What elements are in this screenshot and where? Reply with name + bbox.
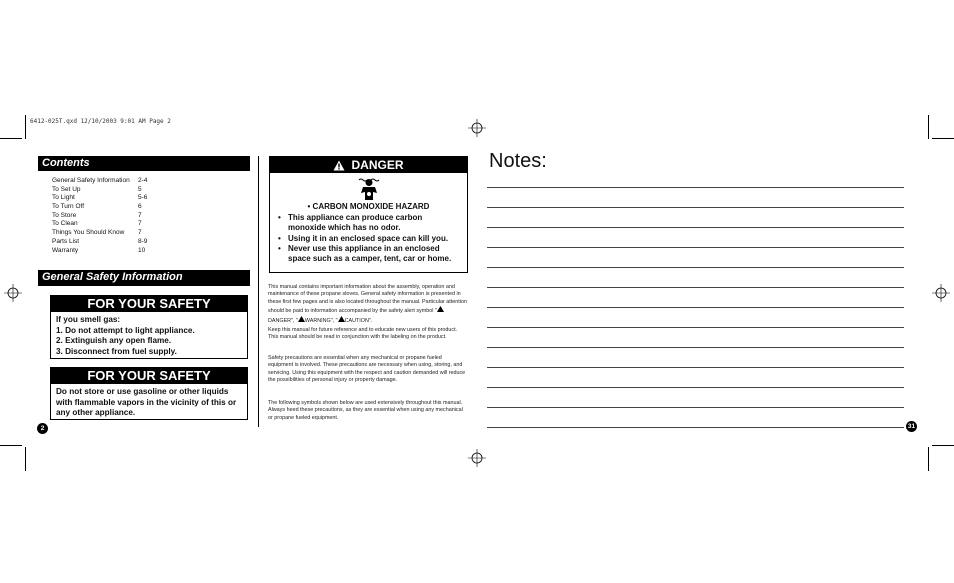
safety-line: 2. Extinguish any open flame. (56, 336, 172, 345)
contents-heading: Contents (38, 156, 250, 171)
safety-box-gas (50, 295, 248, 359)
toc-label: To Store (52, 211, 77, 219)
danger-bullet: • Never use this appliance in an enclosed space such as a camper, tent, car or home. (288, 244, 461, 265)
page-number-right: 31 (907, 423, 916, 430)
note-line (487, 267, 904, 268)
registration-mark-right-icon (932, 284, 950, 302)
note-line (487, 227, 904, 228)
crop-mark (932, 445, 954, 446)
alert-triangle-icon (437, 306, 444, 312)
safety-line: 3. Disconnect from fuel supply. (56, 346, 177, 356)
note-line (487, 387, 904, 388)
toc-item (52, 238, 148, 247)
crop-mark (0, 138, 22, 139)
danger-heading: DANGER (351, 158, 404, 172)
toc-item (52, 247, 148, 256)
note-line (487, 187, 904, 188)
toc-label: To Clean (52, 220, 78, 228)
hazard-figure (270, 178, 467, 200)
toc-item (52, 212, 148, 221)
crop-mark (928, 447, 929, 471)
toc-page: 7 (138, 229, 142, 237)
note-line (487, 327, 904, 328)
toc-label: General Safety Information (52, 177, 130, 184)
danger-bullet: • Using it in an enclosed space can kill you. (288, 234, 461, 244)
crop-mark (932, 138, 954, 139)
danger-heading-bar (270, 157, 467, 173)
safety-line: If you smell gas: (56, 315, 121, 324)
crop-mark (25, 447, 26, 471)
file-slug: 6412-025T.qxd 12/10/2003 9:01 AM Page 2 (30, 118, 171, 125)
paragraph-text: This manual contains important information about the assembly, operation and maintenance of these propane stoves. General safety information is presented in these first few pages and is also located throughout the manual. Particular attention should be paid to information accompanied by the safety alert symbol " (268, 284, 467, 315)
toc-label: To Light (52, 194, 75, 202)
toc-page: 2-4 (138, 177, 148, 184)
danger-bullets (270, 213, 467, 264)
body-paragraph-keep: Keep this manual for future reference and to educate new users of this product. This manual should be read in conjunction with the labeling on the product. (268, 327, 458, 341)
toc-page: 10 (138, 246, 146, 254)
note-line (487, 367, 904, 368)
toc-label: Things You Should Know (52, 229, 125, 237)
toc-label: To Set Up (52, 185, 81, 193)
warning-triangle-icon (333, 160, 345, 171)
carbon-monoxide-person-icon (358, 178, 380, 200)
safety-box-gasoline (50, 367, 248, 420)
page-number-left: 2 (37, 423, 48, 434)
notes-title: Notes: (489, 150, 547, 172)
note-line (487, 207, 904, 208)
table-of-contents (52, 177, 148, 255)
paragraph-text: CAUTION". (344, 317, 373, 324)
safety-box-heading: FOR YOUR SAFETY (51, 296, 247, 312)
toc-page: 7 (138, 220, 142, 228)
toc-item (52, 186, 148, 195)
toc-page: 8-9 (138, 237, 148, 245)
toc-item (52, 177, 148, 186)
note-line (487, 247, 904, 248)
registration-mark-left-icon (4, 284, 22, 302)
safety-box-body (51, 312, 247, 360)
toc-item (52, 229, 148, 238)
paragraph-text: WARNING", " (304, 317, 338, 324)
general-safety-heading: General Safety Information (38, 270, 250, 286)
registration-mark-top-icon (468, 119, 486, 137)
toc-label: Parts List (52, 237, 80, 245)
safety-box-heading: FOR YOUR SAFETY (51, 368, 247, 384)
hazard-title: • CARBON MONOXIDE HAZARD (307, 202, 430, 211)
toc-item (52, 194, 148, 203)
alert-triangle-icon (338, 316, 345, 322)
danger-box (269, 156, 468, 273)
toc-page: 5-6 (138, 194, 148, 202)
note-line (487, 347, 904, 348)
note-line (487, 307, 904, 308)
paragraph-text: DANGER", " (268, 317, 298, 324)
note-line (487, 287, 904, 288)
note-line (487, 427, 904, 428)
note-line (487, 407, 904, 408)
safety-line: 1. Do not attempt to light appliance. (56, 325, 195, 335)
danger-bullet: • This appliance can produce carbon monoxide which has no odor. (288, 213, 461, 234)
crop-mark (928, 115, 929, 139)
toc-page: 7 (138, 211, 142, 219)
alert-triangle-icon (298, 316, 305, 322)
toc-page: 6 (138, 203, 142, 211)
body-paragraph-precautions: Safety precautions are essential when any mechanical or propane fueled equipment is involved. These precautions are necessary when using, storing, and servicing. Using this equipment with the respect and caution demanded will reduce the possibilities of personal injury or property damage. (268, 355, 466, 384)
crop-mark (25, 115, 26, 139)
toc-label: To Turn Off (52, 203, 85, 211)
column-divider (258, 156, 259, 427)
body-paragraph-manual (268, 284, 468, 325)
toc-page: 5 (138, 185, 142, 193)
toc-label: Warranty (52, 246, 79, 254)
safety-box-body: Do not store or use gasoline or other liquids with flammable vapors in the vicinity of this or any other appliance. (56, 387, 237, 417)
body-paragraph-symbols: The following symbols shown below are used extensively throughout this manual. Always heed these precautions, as they are essential when using any mechanical or propane fueled equipment. (268, 400, 463, 421)
crop-mark (0, 445, 22, 446)
registration-mark-bottom-icon (468, 449, 486, 467)
toc-item (52, 220, 148, 229)
toc-item (52, 203, 148, 212)
